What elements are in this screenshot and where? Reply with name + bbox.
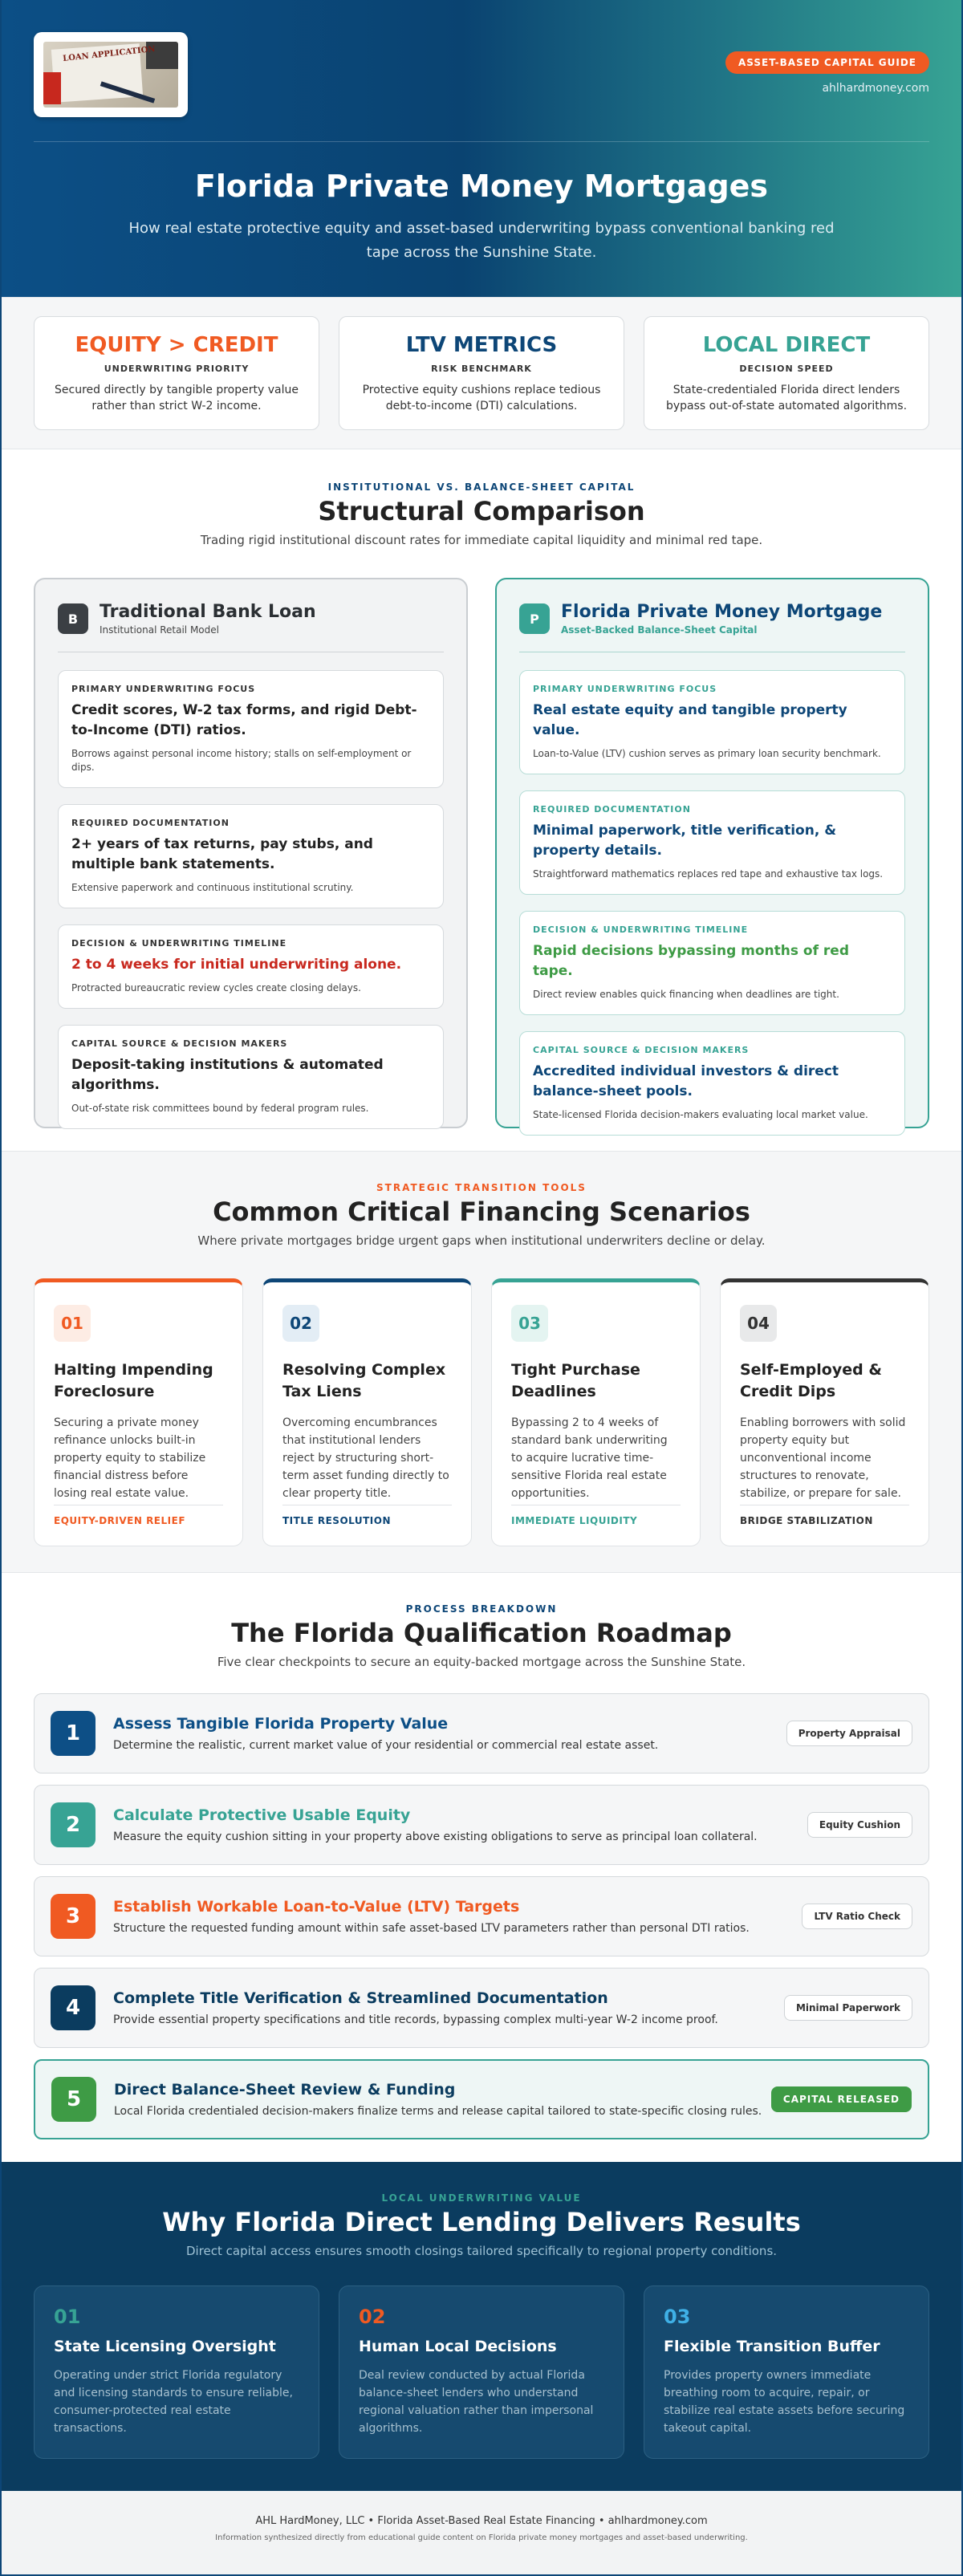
metric-card (339, 316, 624, 430)
metric-description: State-credentialed Florida direct lenders bypass out-of-state automated algorithms. (665, 384, 908, 412)
metric-subtitle: DECISION SPEED (739, 364, 834, 374)
footer-line: AHL HardMoney, LLC • Florida Asset-Based Real Estate Financing • ahlhardmoney.com (255, 2515, 708, 2527)
item-note: Direct review enables quick financing when deadlines are tight. (533, 989, 839, 1000)
metric-subtitle: RISK BENCHMARK (431, 364, 532, 374)
value-description: Deal review conducted by actual Florida balance-sheet lenders who understand regional valuation rather than impersonal algorithms. (359, 2369, 594, 2435)
section-subtitle: Direct capital access ensures smooth closings tailored specifically to regional property conditions. (185, 2244, 778, 2258)
metric-description: Protective equity cushions replace tedious debt-to-income (DTI) calculations. (362, 384, 601, 412)
value-title: State Licensing Oversight (54, 2338, 276, 2355)
why-section (2, 2162, 961, 2491)
item-note: Out-of-state risk committees bound by federal program rules. (71, 1103, 369, 1114)
value-card (644, 2285, 929, 2459)
section-title: Structural Comparison (318, 496, 645, 526)
step-number: 4 (51, 1985, 95, 2030)
roadmap-step (34, 1785, 929, 1865)
value-card (339, 2285, 624, 2459)
scenario-number: 04 (740, 1305, 777, 1342)
item-value: Minimal paperwork, title verification, & property details. (533, 823, 837, 859)
step-description: Structure the requested funding amount within safe asset-based LTV parameters rather than personal DTI ratios. (113, 1922, 750, 1935)
item-value: Real estate equity and tangible property value. (533, 702, 847, 738)
scenario-number: 03 (511, 1305, 548, 1342)
step-title: Direct Balance-Sheet Review & Funding (114, 2081, 456, 2099)
step-title: Calculate Protective Usable Equity (113, 1806, 411, 1824)
item-note: State-licensed Florida decision-makers evaluating local market value. (533, 1109, 868, 1120)
comparison-item (58, 1025, 444, 1129)
step-number: 2 (51, 1802, 95, 1847)
step-tag: Equity Cushion (807, 1812, 912, 1838)
step-number: 1 (51, 1711, 95, 1756)
scenarios-section (2, 1151, 961, 1573)
scenario-title: Self-Employed & Credit Dips (740, 1361, 882, 1400)
scenario-description: Securing a private money refinance unlocks built-in property equity to stabilize financial distress before losing real estate value. (54, 1416, 206, 1500)
item-value: Deposit-taking institutions & automated algorithms. (71, 1057, 384, 1093)
comparison-item (519, 911, 905, 1015)
item-note: Protracted bureaucratic review cycles create closing delays. (71, 982, 361, 993)
private-money-column (495, 578, 929, 1128)
item-label: REQUIRED DOCUMENTATION (71, 818, 230, 828)
item-note: Borrows against personal income history; stalls on self-employment or dips. (71, 748, 412, 773)
logo[interactable] (34, 32, 188, 117)
roadmap-step (34, 1693, 929, 1774)
private-money-icon: P (519, 603, 550, 634)
step-title: Assess Tangible Florida Property Value (113, 1715, 449, 1733)
step-description: Provide essential property specifications and title records, bypassing complex multi-year W-2 income proof. (113, 2013, 718, 2026)
section-title: Common Critical Financing Scenarios (213, 1197, 750, 1227)
capital-released-badge: CAPITAL RELEASED (771, 2086, 912, 2112)
scenario-description: Enabling borrowers with solid property equity but unconventional income structures to renovate, stabilize, or prepare for sale. (740, 1416, 906, 1500)
page-title: Florida Private Money Mortgages (194, 169, 769, 204)
section-subtitle: Five clear checkpoints to secure an equity-backed mortgage across the Sunshine State. (217, 1655, 746, 1669)
step-title: Establish Workable Loan-to-Value (LTV) Targets (113, 1898, 520, 1916)
guide-badge: ASSET-BASED CAPITAL GUIDE (725, 51, 929, 74)
value-description: Operating under strict Florida regulatory and licensing standards to ensure reliable, consumer-protected real estate transactions. (54, 2369, 293, 2435)
item-label: PRIMARY UNDERWRITING FOCUS (71, 684, 256, 694)
footer (2, 2491, 961, 2576)
comparison-item (58, 670, 444, 788)
metric-subtitle: UNDERWRITING PRIORITY (104, 364, 250, 374)
step-number: 3 (51, 1894, 95, 1939)
section-title: Why Florida Direct Lending Delivers Results (162, 2207, 801, 2237)
value-title: Human Local Decisions (359, 2338, 557, 2355)
item-label: CAPITAL SOURCE & DECISION MAKERS (71, 1038, 288, 1049)
metrics-row (2, 297, 961, 449)
scenario-description: Bypassing 2 to 4 weeks of standard bank underwriting to acquire lucrative time-sensitive Florida real estate opportunities. (511, 1416, 668, 1500)
section-eyebrow: INSTITUTIONAL VS. BALANCE-SHEET CAPITAL (327, 481, 636, 493)
metric-card (644, 316, 929, 430)
column-title: Traditional Bank Loan (100, 602, 316, 622)
metric-card (34, 316, 319, 430)
scenario-number: 01 (54, 1305, 91, 1342)
step-tag: LTV Ratio Check (802, 1904, 912, 1929)
value-title: Flexible Transition Buffer (664, 2338, 880, 2355)
value-number: 03 (664, 2306, 691, 2328)
column-title: Florida Private Money Mortgage (561, 602, 883, 622)
column-subtitle: Institutional Retail Model (100, 624, 219, 636)
roadmap-step (34, 1876, 929, 1956)
comparison-item (519, 790, 905, 895)
item-note: Loan-to-Value (LTV) cushion serves as primary loan security benchmark. (533, 748, 881, 759)
divider (34, 141, 929, 142)
comparison-item (58, 804, 444, 908)
scenario-tag: EQUITY-DRIVEN RELIEF (54, 1505, 223, 1526)
step-description: Measure the equity cushion sitting in your property above existing obligations to serve as principal loan collateral. (113, 1830, 758, 1843)
hero-header (2, 0, 961, 297)
step-description: Determine the realistic, current market value of your residential or commercial real estate asset. (113, 1739, 659, 1752)
item-value: Accredited individual investors & direct balance-sheet pools. (533, 1063, 839, 1099)
comparison-item (58, 924, 444, 1009)
metric-title: LTV METRICS (405, 333, 558, 357)
scenario-title: Resolving Complex Tax Liens (282, 1361, 446, 1400)
comparison-item (519, 670, 905, 774)
site-link[interactable]: ahlhardmoney.com (822, 82, 929, 95)
metric-title: EQUITY > CREDIT (75, 333, 278, 357)
scenario-card (720, 1278, 929, 1546)
footer-note: Information synthesized directly from educational guide content on Florida private money mortgages and asset-based underwriting. (215, 2533, 748, 2542)
section-subtitle: Trading rigid institutional discount rates for immediate capital liquidity and minimal red tape. (200, 533, 763, 547)
section-eyebrow: STRATEGIC TRANSITION TOOLS (376, 1182, 587, 1193)
value-number: 01 (54, 2306, 81, 2328)
step-title: Complete Title Verification & Streamlined Documentation (113, 1989, 608, 2007)
item-label: REQUIRED DOCUMENTATION (533, 804, 691, 815)
value-card (34, 2285, 319, 2459)
comparison-section (2, 449, 961, 1151)
item-note: Straightforward mathematics replaces red tape and exhaustive tax logs. (533, 868, 884, 880)
value-number: 02 (359, 2306, 386, 2328)
item-label: CAPITAL SOURCE & DECISION MAKERS (533, 1045, 750, 1055)
section-subtitle: Where private mortgages bridge urgent gaps when institutional underwriters decline or delay. (197, 1233, 766, 1248)
roadmap-step (34, 1968, 929, 2048)
scenario-number: 02 (282, 1305, 319, 1342)
item-value: Credit scores, W-2 tax forms, and rigid Debt-to-Income (DTI) ratios. (71, 702, 417, 738)
column-subtitle: Asset-Backed Balance-Sheet Capital (561, 624, 758, 636)
roadmap-step (34, 2059, 929, 2139)
scenario-tag: IMMEDIATE LIQUIDITY (511, 1505, 681, 1526)
item-label: DECISION & UNDERWRITING TIMELINE (71, 938, 287, 949)
step-tag: Property Appraisal (786, 1721, 912, 1746)
scenario-card (262, 1278, 472, 1546)
bank-icon: B (58, 603, 88, 634)
step-number: 5 (51, 2077, 96, 2122)
scenario-title: Tight Purchase Deadlines (511, 1361, 640, 1400)
metric-description: Secured directly by tangible property value rather than strict W-2 income. (55, 384, 299, 412)
item-value: Rapid decisions bypassing months of red tape. (533, 943, 849, 979)
section-title: The Florida Qualification Roadmap (231, 1618, 732, 1648)
scenario-tag: TITLE RESOLUTION (282, 1505, 452, 1526)
section-eyebrow: PROCESS BREAKDOWN (405, 1603, 558, 1615)
item-value: 2+ years of tax returns, pay stubs, and multiple bank statements. (71, 836, 373, 872)
metric-title: LOCAL DIRECT (702, 333, 871, 357)
scenario-card (34, 1278, 243, 1546)
page-subtitle: How real estate protective equity and asset-based underwriting bypass conventional banking red tape across the Sunshine State. (128, 220, 835, 261)
step-tag: Minimal Paperwork (784, 1995, 912, 2021)
logo-text: LOAN APPLICATION (62, 44, 156, 64)
loan-application-image (43, 42, 178, 108)
scenario-title: Halting Impending Foreclosure (54, 1361, 213, 1400)
step-description: Local Florida credentialed decision-makers finalize terms and release capital tailored to state-specific closing rules. (114, 2105, 762, 2118)
item-value: 2 to 4 weeks for initial underwriting alone. (71, 957, 402, 973)
item-note: Extensive paperwork and continuous institutional scrutiny. (71, 882, 354, 893)
scenario-description: Overcoming encumbrances that institutional lenders reject by structuring short-term asset funding directly to clear property title. (282, 1416, 449, 1500)
comparison-item (519, 1031, 905, 1136)
item-label: PRIMARY UNDERWRITING FOCUS (533, 684, 717, 694)
scenario-tag: BRIDGE STABILIZATION (740, 1505, 909, 1526)
item-label: DECISION & UNDERWRITING TIMELINE (533, 924, 749, 935)
roadmap-section (2, 1573, 961, 2162)
section-eyebrow: LOCAL UNDERWRITING VALUE (381, 2192, 582, 2204)
value-description: Provides property owners immediate breathing room to acquire, repair, or stabilize real estate assets before securing takeout capital. (664, 2369, 905, 2435)
scenario-card (491, 1278, 701, 1546)
bank-loan-column (34, 578, 468, 1128)
